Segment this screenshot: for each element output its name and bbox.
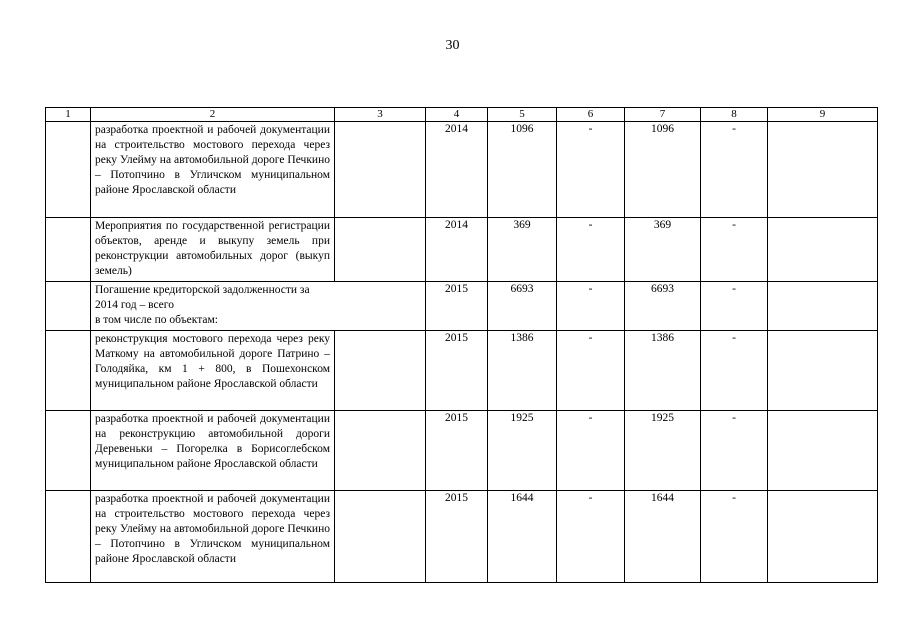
amount-cell: -	[557, 122, 625, 218]
empty-cell	[768, 218, 878, 282]
amount-cell: 1925	[488, 411, 557, 491]
amount-cell: 1386	[625, 331, 701, 411]
amount-cell: 369	[625, 218, 701, 282]
year-cell: 2015	[426, 411, 488, 491]
summary-subtitle-text: в том числе по объектам:	[95, 314, 218, 326]
row-description: реконструкция мостового перехода через реку Маткому на автомобильной дороге Патрино – Голодяйка, км 1 + 800, в Пошехонском муниципальном районе Ярославской области	[95, 333, 330, 390]
header-cell: 4	[426, 108, 488, 122]
empty-cell	[335, 491, 426, 583]
year-cell: 2014	[426, 122, 488, 218]
empty-cell	[768, 331, 878, 411]
amount-cell: -	[557, 331, 625, 411]
description-cell	[91, 491, 335, 583]
empty-cell	[335, 122, 426, 218]
year-cell: 2014	[426, 218, 488, 282]
budget-table	[45, 107, 878, 583]
row-description: Мероприятия по государственной регистрации объектов, аренде и выкупу земель при реконструкции автомобильных дорог (выкуп земель)	[95, 220, 330, 277]
amount-cell: -	[557, 491, 625, 583]
empty-cell	[768, 411, 878, 491]
amount-cell: -	[557, 411, 625, 491]
empty-cell	[335, 411, 426, 491]
page-number: 30	[445, 38, 460, 53]
amount-cell: 1925	[625, 411, 701, 491]
header-cell: 3	[335, 108, 426, 122]
year-cell: 2015	[426, 491, 488, 583]
number-cell	[46, 411, 91, 491]
table-row	[46, 218, 878, 282]
row-description: разработка проектной и рабочей документации на строительство мостового перехода через реку Улейму на автомобильной дороге Печкино – Потопчино в Угличском муниципальном районе Ярославской области	[95, 493, 330, 565]
description-cell	[91, 331, 335, 411]
amount-cell: -	[701, 122, 768, 218]
empty-cell	[768, 491, 878, 583]
empty-cell	[335, 331, 426, 411]
amount-cell: -	[701, 282, 768, 331]
table-row	[46, 411, 878, 491]
header-cell: 7	[625, 108, 701, 122]
header-cell: 9	[768, 108, 878, 122]
amount-cell: -	[701, 331, 768, 411]
amount-cell: 6693	[625, 282, 701, 331]
number-cell	[46, 331, 91, 411]
description-cell	[91, 282, 426, 331]
amount-cell: 1386	[488, 331, 557, 411]
amount-cell: 1096	[625, 122, 701, 218]
amount-cell: 1644	[488, 491, 557, 583]
empty-cell	[335, 218, 426, 282]
description-cell	[91, 411, 335, 491]
header-cell: 6	[557, 108, 625, 122]
row-description: разработка проектной и рабочей документации на строительство мостового перехода через реку Улейму на автомобильной дороге Печкино – Потопчино в Угличском муниципальном районе Ярославской области	[95, 124, 330, 196]
number-cell	[46, 122, 91, 218]
table-row	[46, 282, 878, 331]
amount-cell: -	[557, 282, 625, 331]
amount-cell: 6693	[488, 282, 557, 331]
table-row	[46, 122, 878, 218]
amount-cell: -	[701, 218, 768, 282]
header-cell: 2	[91, 108, 335, 122]
amount-cell: 369	[488, 218, 557, 282]
number-cell	[46, 218, 91, 282]
table-header-row	[46, 108, 878, 122]
table-row	[46, 491, 878, 583]
year-cell: 2015	[426, 282, 488, 331]
amount-cell: 1096	[488, 122, 557, 218]
header-cell: 5	[488, 108, 557, 122]
empty-cell	[768, 122, 878, 218]
header-cell: 1	[46, 108, 91, 122]
amount-cell: -	[557, 218, 625, 282]
amount-cell: -	[701, 411, 768, 491]
empty-cell	[768, 282, 878, 331]
header-cell: 8	[701, 108, 768, 122]
description-cell	[91, 218, 335, 282]
amount-cell: 1644	[625, 491, 701, 583]
summary-total-text: Погашение кредиторской задолженности за 2014 год – всего	[95, 284, 310, 311]
description-cell	[91, 122, 335, 218]
number-cell	[46, 282, 91, 331]
table-row	[46, 331, 878, 411]
number-cell	[46, 491, 91, 583]
year-cell: 2015	[426, 331, 488, 411]
amount-cell: -	[701, 491, 768, 583]
row-description: разработка проектной и рабочей документации на реконструкцию автомобильной дороги Деревеньки – Погорелка в Борисоглебском муниципальном районе Ярославской области	[95, 413, 330, 470]
